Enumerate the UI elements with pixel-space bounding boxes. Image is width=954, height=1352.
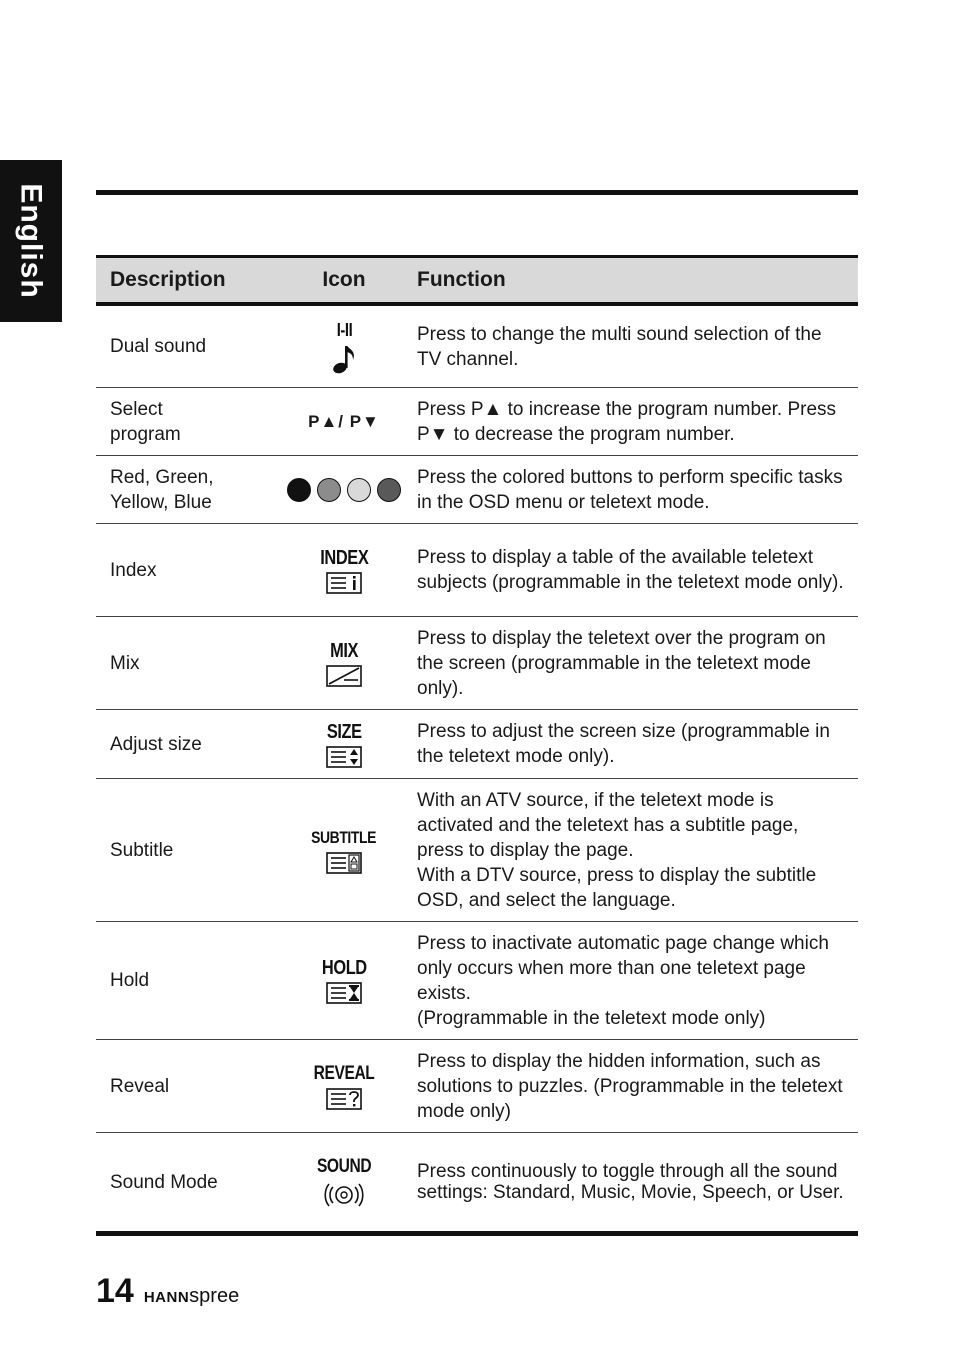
- row-icon: [271, 827, 417, 874]
- row-icon: [271, 547, 417, 594]
- function-line: With a DTV source, press to display the subtitle OSD, and select the language.: [417, 864, 817, 911]
- row-description: Sound Mode: [110, 1171, 218, 1193]
- row-icon: [271, 640, 417, 687]
- row-description: Select program: [110, 398, 181, 445]
- row-function: Press the colored buttons to perform specific tasks in the OSD menu or teletext mode.: [417, 466, 843, 513]
- row-description: Reveal: [110, 1075, 170, 1097]
- mix-label: MIX: [330, 639, 358, 662]
- index-label: INDEX: [319, 546, 369, 569]
- green-button-dot: [317, 478, 341, 502]
- header-description: Description: [110, 268, 226, 291]
- row-function: Press to display the teletext over the program on the screen (programmable in the teletext mode only).: [417, 627, 826, 699]
- row-function: Press to display a table of the available teletext subjects (programmable in the teletext mode only).: [417, 547, 844, 593]
- teletext-index-icon: [326, 572, 362, 594]
- row-description: Adjust size: [110, 733, 202, 755]
- music-note-icon: [331, 344, 357, 374]
- brand-light: spree: [189, 1285, 240, 1307]
- row-description: Dual sound: [110, 336, 207, 357]
- row-icon: [271, 721, 417, 768]
- table-row: [96, 779, 858, 922]
- row-function: [417, 788, 858, 913]
- row-description: Hold: [110, 970, 150, 991]
- table-header: [96, 255, 858, 306]
- page-number: 14: [96, 1272, 134, 1310]
- colored-buttons-icon: [271, 478, 417, 502]
- row-icon: [271, 1156, 417, 1209]
- row-icon: [271, 319, 417, 374]
- teletext-reveal-icon: [326, 1088, 362, 1110]
- row-icon: [271, 957, 417, 1004]
- teletext-size-icon: [326, 746, 362, 768]
- program-up-down-icon: P▲/ P▼: [308, 412, 380, 431]
- row-description: Red, Green, Yellow, Blue: [110, 466, 214, 513]
- red-button-dot: [287, 478, 311, 502]
- language-tab-label: English: [15, 183, 48, 299]
- table-row: [96, 306, 858, 388]
- function-line: With an ATV source, if the teletext mode is activated and the teletext has a subtitle page, press to display the page.: [417, 789, 799, 861]
- teletext-hold-icon: [326, 982, 362, 1004]
- row-description: Subtitle: [110, 839, 174, 861]
- header-function: Function: [417, 268, 506, 291]
- table-row: [96, 617, 858, 710]
- table-row: [96, 388, 858, 456]
- row-function: Press P▲ to increase the program number. Press P▼ to decrease the program number.: [417, 398, 837, 445]
- hold-label: HOLD: [321, 957, 367, 979]
- blue-button-dot: [377, 478, 401, 502]
- row-function: Press to display the hidden information, such as solutions to puzzles. (Programmable in the teletext mode only): [417, 1050, 843, 1122]
- dual-sound-label: I-II: [336, 320, 352, 340]
- reveal-label: REVEAL: [313, 1062, 375, 1084]
- row-function: Press to change the multi sound selection of the TV channel.: [417, 323, 822, 370]
- row-function: Press to adjust the screen size (programmable in the teletext mode only).: [417, 721, 830, 767]
- header-icon: Icon: [322, 268, 366, 291]
- sound-mode-icon: [324, 1181, 364, 1209]
- row-icon: [271, 409, 417, 434]
- row-icon: [271, 1063, 417, 1110]
- yellow-button-dot: [347, 478, 371, 502]
- row-function: [417, 931, 858, 1031]
- subtitle-label: SUBTITLE: [311, 827, 377, 847]
- table-row: [96, 1133, 858, 1236]
- function-line: (Programmable in the teletext mode only): [417, 1007, 766, 1029]
- brand-logo: [144, 1285, 239, 1308]
- table-row: [96, 1040, 858, 1133]
- language-tab: [0, 160, 62, 322]
- row-function: Press continuously to toggle through all the sound settings: Standard, Music, Movie, Speech, or User.: [417, 1161, 844, 1203]
- teletext-subtitle-icon: [326, 852, 362, 874]
- row-description: Index: [110, 559, 157, 581]
- button-function-table: [96, 255, 858, 1236]
- row-description: Mix: [110, 652, 140, 674]
- teletext-mix-icon: [326, 665, 362, 687]
- table-row: [96, 922, 858, 1040]
- table-row: [96, 524, 858, 617]
- table-row: [96, 710, 858, 779]
- size-label: SIZE: [326, 720, 362, 743]
- table-row: [96, 456, 858, 524]
- page-footer: [96, 1272, 239, 1311]
- function-line: Press to inactivate automatic page change which only occurs when more than one teletext page exists.: [417, 932, 829, 1004]
- top-rule: [96, 190, 858, 195]
- brand-bold: HANN: [143, 1289, 190, 1306]
- sound-label: SOUND: [316, 1155, 372, 1177]
- colored-dots: [287, 478, 401, 502]
